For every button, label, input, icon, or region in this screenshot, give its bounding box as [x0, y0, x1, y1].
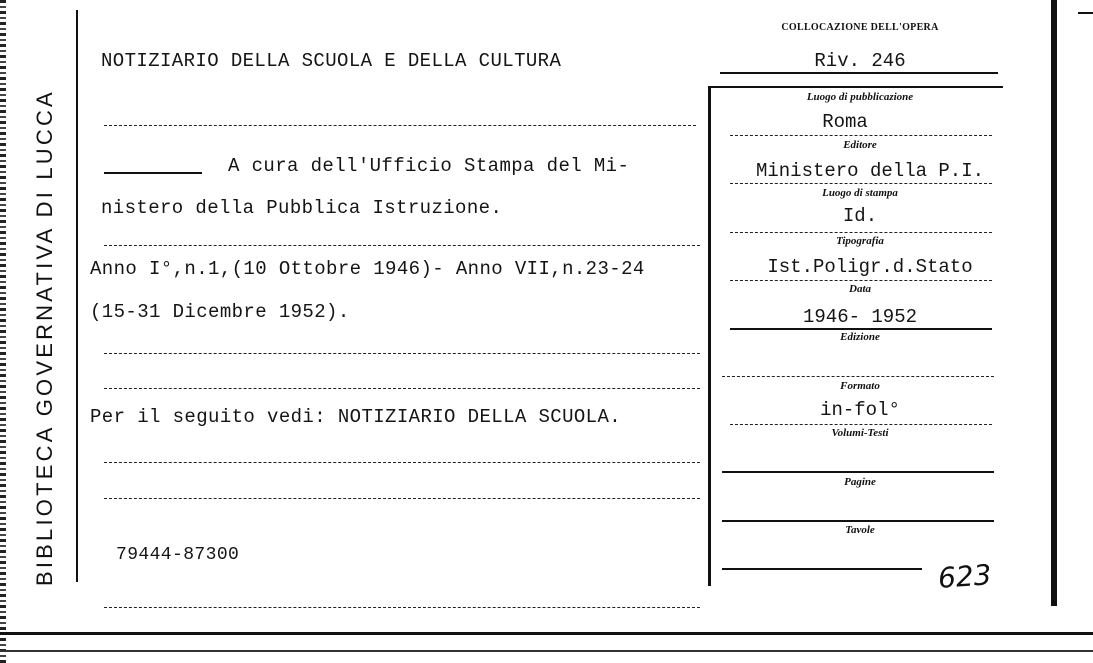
- bottom-border: [0, 632, 1093, 635]
- inventory-number: 79444-87300: [116, 545, 240, 565]
- formato-value: in-fol°: [820, 399, 900, 421]
- panel-rule: [730, 280, 992, 281]
- collocation-header: COLLOCAZIONE DELL'OPERA: [781, 22, 939, 33]
- ruling-line: [104, 388, 700, 389]
- volumi-label: Volumi-Testi: [831, 427, 889, 439]
- panel-rule: [730, 135, 992, 136]
- panel-rule: [722, 471, 994, 473]
- ruling-line: [104, 498, 700, 499]
- data-value: 1946- 1952: [802, 306, 918, 328]
- panel-rule: [722, 520, 994, 522]
- panel-rule: [722, 376, 994, 377]
- body-line-1: A cura dell'Ufficio Stampa del Mi-: [228, 155, 630, 177]
- ruling-line: [104, 245, 700, 246]
- library-side-label: BIBLIOTECA GOVERNATIVA DI LUCCA: [32, 89, 57, 586]
- author-blank-line: [104, 172, 202, 174]
- tipografia-label: Tipografia: [836, 235, 884, 247]
- ruling-line: [104, 125, 696, 126]
- luogo-stampa-value: Id.: [842, 205, 878, 227]
- body-line-3: Anno I°,n.1,(10 Ottobre 1946)- Anno VII,n.23-24: [90, 258, 645, 280]
- editore-label: Editore: [843, 139, 877, 151]
- panel-top-border: [708, 86, 1003, 88]
- shelfmark-rule: [720, 72, 998, 74]
- data-label: Data: [849, 283, 871, 295]
- tavole-label: Tavole: [845, 524, 875, 536]
- body-line-2: nistero della Pubblica Istruzione.: [101, 197, 503, 219]
- card-left-edge: [0, 0, 6, 663]
- body-line-4: (15-31 Dicembre 1952).: [90, 301, 350, 323]
- body-line-5: Per il seguito vedi: NOTIZIARIO DELLA SCUOLA.: [90, 406, 622, 428]
- luogo-pubblicazione-value: Roma: [822, 111, 868, 133]
- panel-left-border: [708, 86, 711, 586]
- formato-label: Formato: [840, 380, 880, 392]
- right-page-border: [1051, 0, 1057, 606]
- panel-rule: [730, 232, 992, 233]
- luogo-stampa-label: Luogo di stampa: [822, 187, 898, 199]
- ruling-line: [104, 462, 700, 463]
- left-margin-rule: [76, 10, 78, 582]
- panel-rule: [722, 568, 922, 570]
- luogo-pubblicazione-label: Luogo di pubblicazione: [806, 91, 914, 103]
- ruling-line: [104, 353, 700, 354]
- panel-rule: [730, 328, 992, 330]
- panel-rule: [730, 424, 992, 425]
- card-title: NOTIZIARIO DELLA SCUOLA E DELLA CULTURA: [101, 50, 562, 72]
- shelfmark-value: Riv. 246: [814, 50, 906, 72]
- edizione-label: Edizione: [840, 331, 880, 343]
- handwritten-number: 623: [936, 558, 993, 595]
- ruling-line: [104, 607, 700, 608]
- pagine-label: Pagine: [844, 476, 876, 488]
- bottom-border-inner: [0, 650, 1093, 652]
- tipografia-value: Ist.Poligr.d.Stato: [767, 256, 973, 278]
- right-edge-mark: [1078, 12, 1093, 14]
- panel-rule: [730, 183, 992, 184]
- editore-value: Ministero della P.I.: [755, 160, 985, 182]
